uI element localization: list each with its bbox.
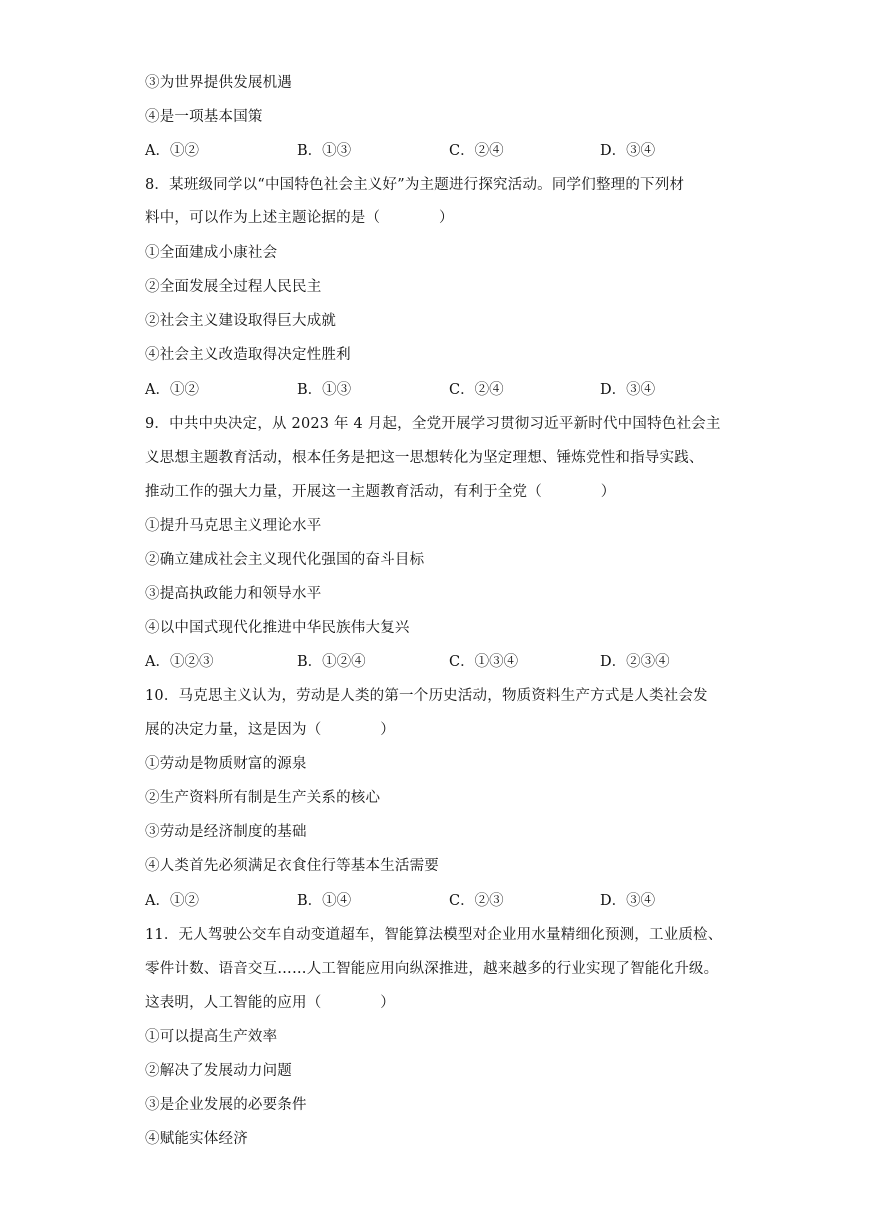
q10-option-2: ②生产资料所有制是生产关系的核心 bbox=[145, 790, 381, 806]
q9-stem-line-2: 义思想主题教育活动，根本任务是把这一思想转化为坚定理想、锤炼党性和指导实践、 bbox=[145, 450, 704, 466]
q10-choice-b: B．①④ bbox=[297, 893, 352, 909]
q11-stem-line-1: 11．无人驾驶公交车自动变道超车，智能算法模型对企业用水量精细化预测，工业质检、 bbox=[145, 927, 723, 943]
q8-stem-line-2: 料中，可以作为上述主题论据的是（ ） bbox=[145, 210, 454, 226]
q9-option-1: ①提升马克思主义理论水平 bbox=[145, 518, 322, 534]
q10-stem-line-1: 10．马克思主义认为，劳动是人类的第一个历史活动，物质资料生产方式是人类社会发 bbox=[145, 688, 708, 704]
q8-choice-b: B．①③ bbox=[297, 382, 352, 398]
q8-option-3: ②社会主义建设取得巨大成就 bbox=[145, 313, 337, 329]
q10-choice-d: D．③④ bbox=[600, 893, 656, 909]
q9-option-2: ②确立建成社会主义现代化强国的奋斗目标 bbox=[145, 552, 425, 568]
q7-option-3: ③为世界提供发展机遇 bbox=[145, 75, 292, 91]
q11-option-2: ②解决了发展动力问题 bbox=[145, 1063, 292, 1079]
q8-option-2: ②全面发展全过程人民民主 bbox=[145, 279, 322, 295]
q10-stem-line-2: 展的决定力量，这是因为（ ） bbox=[145, 722, 395, 738]
q11-stem-line-2: 零件计数、语音交互……人工智能应用向纵深推进，越来越多的行业实现了智能化升级。 bbox=[145, 961, 719, 977]
q8-choice-c: C．②④ bbox=[449, 382, 504, 398]
q9-choice-d: D．②③④ bbox=[600, 654, 670, 670]
q7-option-4: ④是一项基本国策 bbox=[145, 109, 263, 125]
q11-option-4: ④赋能实体经济 bbox=[145, 1131, 248, 1147]
q10-choices bbox=[145, 891, 735, 911]
q9-choices bbox=[145, 652, 735, 672]
q8-option-4: ④社会主义改造取得决定性胜利 bbox=[145, 347, 351, 363]
q9-option-3: ③提高执政能力和领导水平 bbox=[145, 586, 322, 602]
q7-choice-c: C．②④ bbox=[449, 143, 504, 159]
q8-choice-a: A．①② bbox=[145, 382, 199, 398]
q11-option-1: ①可以提高生产效率 bbox=[145, 1029, 278, 1045]
q11-stem-line-3: 这表明，人工智能的应用（ ） bbox=[145, 995, 395, 1011]
q7-choice-d: D．③④ bbox=[600, 143, 656, 159]
q8-choice-d: D．③④ bbox=[600, 382, 656, 398]
q9-stem-line-3: 推动工作的强大力量，开展这一主题教育活动，有利于全党（ ） bbox=[145, 484, 616, 500]
q10-choice-c: C．②③ bbox=[449, 893, 504, 909]
q8-choices bbox=[145, 380, 735, 400]
q9-choice-c: C．①③④ bbox=[449, 654, 519, 670]
q9-option-4: ④以中国式现代化推进中华民族伟大复兴 bbox=[145, 620, 410, 636]
q9-stem-line-1: 9．中共中央决定，从 2023 年 4 月起，全党开展学习贯彻习近平新时代中国特色社会主 bbox=[145, 416, 721, 432]
q10-option-1: ①劳动是物质财富的源泉 bbox=[145, 756, 307, 772]
q10-option-4: ④人类首先必须满足衣食住行等基本生活需要 bbox=[145, 858, 439, 874]
q7-choices bbox=[145, 141, 735, 161]
q10-option-3: ③劳动是经济制度的基础 bbox=[145, 824, 307, 840]
q7-choice-b: B．①③ bbox=[297, 143, 352, 159]
q9-choice-a: A．①②③ bbox=[145, 654, 214, 670]
q10-choice-a: A．①② bbox=[145, 893, 199, 909]
q8-stem-line-1: 8．某班级同学以“中国特色社会主义好”为主题进行探究活动。同学们整理的下列材 bbox=[145, 177, 685, 193]
q11-option-3: ③是企业发展的必要条件 bbox=[145, 1097, 307, 1113]
q9-choice-b: B．①②④ bbox=[297, 654, 366, 670]
q7-choice-a: A．①② bbox=[145, 143, 199, 159]
q8-option-1: ①全面建成小康社会 bbox=[145, 245, 278, 261]
